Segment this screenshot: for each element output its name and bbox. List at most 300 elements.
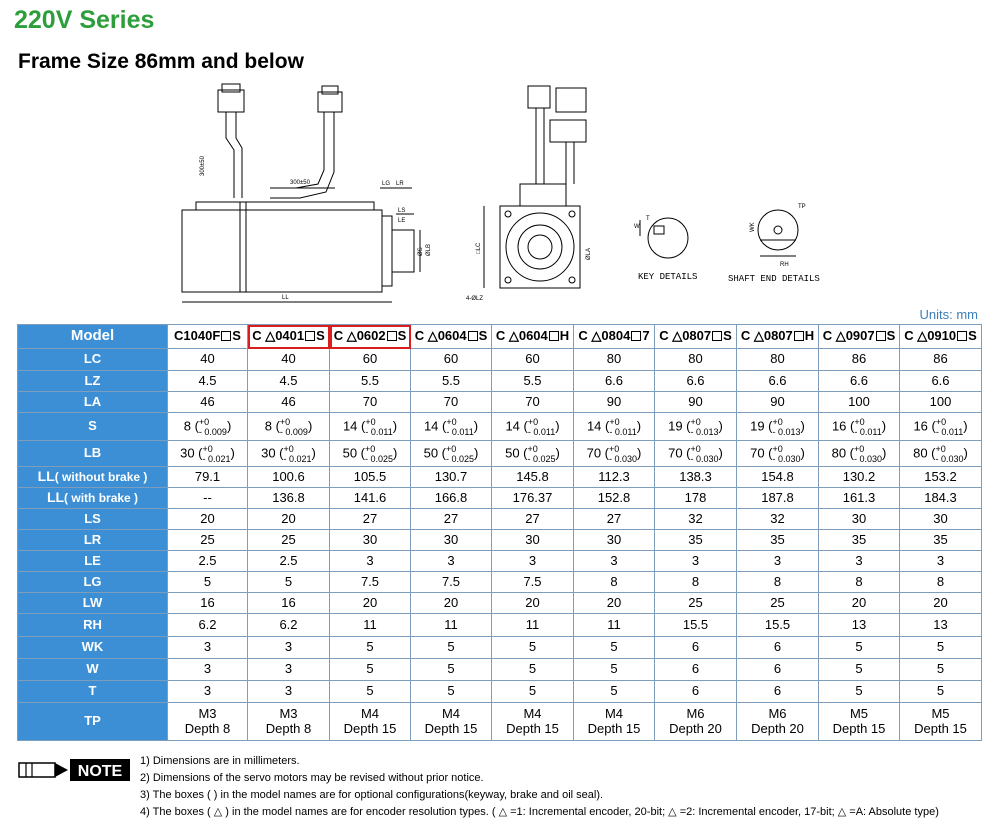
row-label: LG — [83, 573, 102, 589]
series-title: 220V Series — [14, 6, 155, 34]
table-cell: 14 ( +0 - 0.011 ) — [574, 413, 655, 441]
table-cell — [168, 681, 248, 703]
cell-value: 30 — [933, 510, 948, 526]
cell-value: 35 — [851, 531, 867, 547]
table-cell — [574, 637, 655, 659]
cell-value: 30 — [606, 531, 622, 547]
table-cell — [168, 530, 248, 551]
table-cell — [574, 349, 655, 371]
cable-length-label-2: 300±50 — [290, 180, 310, 186]
table-cell — [248, 392, 330, 413]
cell-value: 6.2 — [279, 616, 298, 632]
cell-value: 30 — [443, 531, 459, 547]
table-cell: 70 ( +0 - 0.030 ) — [574, 441, 655, 467]
cell-value: M6 — [686, 706, 705, 722]
row-header — [18, 703, 168, 741]
cell-value: 70 — [586, 444, 602, 460]
table-cell — [411, 572, 492, 593]
table-cell — [737, 551, 819, 572]
row-header — [18, 572, 168, 593]
cell-value: -- — [203, 489, 212, 505]
note-badge — [18, 757, 130, 783]
table-cell — [819, 509, 900, 530]
cell-value: 6 — [773, 683, 782, 699]
w-dim-label: W — [634, 224, 640, 230]
table-cell — [819, 572, 900, 593]
cell-value: 3 — [447, 552, 455, 568]
tap-depth: Depth 15 — [914, 720, 967, 736]
tolerance — [446, 444, 474, 464]
cell-value: 3 — [773, 552, 782, 568]
cell-value: 20 — [200, 510, 215, 526]
cell-value: 4.5 — [198, 372, 217, 388]
motor-drawings — [0, 80, 1000, 310]
tolerance — [446, 417, 473, 437]
row-sublabel: ( with brake ) — [64, 491, 139, 506]
table-cell: 14 ( +0 - 0.011 ) — [411, 413, 492, 441]
table-cell — [248, 488, 330, 509]
cell-value: 20 — [933, 594, 948, 610]
table-cell — [737, 637, 819, 659]
tolerance-lower: - 0.009 — [279, 426, 308, 437]
tolerance-lower: - 0.011 — [854, 426, 882, 437]
cell-value: 3 — [284, 661, 293, 677]
tap-depth: Depth 15 — [506, 720, 559, 736]
model-name-prefix: C △0401 — [252, 328, 305, 344]
tap-depth: Depth 15 — [424, 720, 478, 736]
table-cell — [330, 349, 411, 371]
cell-value: 30 — [851, 510, 867, 526]
tolerance-lower: - 0.011 — [365, 426, 393, 437]
table-cell — [492, 509, 574, 530]
cell-value: 130.2 — [842, 468, 876, 484]
cell-value: 8 — [773, 573, 782, 589]
tolerance — [936, 417, 963, 437]
row-header — [18, 614, 168, 637]
cell-value: M3 — [279, 706, 298, 722]
cell-value: 2.5 — [279, 552, 298, 568]
la-dim-label: ØLA — [586, 247, 592, 260]
lz-dim-label: 4-ØLZ — [466, 296, 484, 302]
cell-value: 27 — [443, 510, 459, 526]
tolerance — [691, 444, 719, 464]
table-cell — [492, 703, 574, 741]
row-header — [18, 488, 168, 509]
table-cell — [819, 614, 900, 637]
table-cell — [168, 392, 248, 413]
shaft-end-details-drawing — [758, 210, 798, 256]
table-cell — [411, 467, 492, 488]
cable-length-label-1: 300±50 — [200, 156, 206, 176]
tolerance — [936, 444, 964, 464]
cell-value: 30 — [180, 444, 195, 460]
cell-value: 8 — [610, 573, 618, 589]
cell-value: 3 — [203, 661, 212, 677]
cell-value: 40 — [281, 351, 296, 367]
table-cell — [574, 488, 655, 509]
shaft-end-details-label: SHAFT END DETAILS — [728, 274, 820, 284]
tap-depth: Depth 20 — [751, 720, 804, 736]
tolerance-upper: +0 — [202, 443, 213, 454]
model-column-header — [574, 325, 655, 349]
cell-value: 20 — [281, 510, 296, 526]
tolerance-upper: +0 — [446, 416, 457, 427]
cell-value: 20 — [525, 594, 540, 610]
table-cell — [737, 530, 819, 551]
table-cell — [737, 593, 819, 614]
table-cell — [248, 530, 330, 551]
cell-value: 25 — [200, 531, 215, 547]
table-cell — [492, 614, 574, 637]
row-label: S — [88, 418, 97, 434]
tolerance-upper: +0 — [772, 443, 783, 454]
tolerance — [199, 417, 227, 437]
cell-value: 3 — [203, 639, 212, 655]
tolerance — [854, 417, 881, 437]
table-cell: 30 ( +0 - 0.021 ) — [168, 441, 248, 467]
table-cell — [655, 572, 737, 593]
row-header — [18, 467, 168, 488]
table-cell — [330, 488, 411, 509]
table-cell — [330, 392, 411, 413]
cell-value: 5 — [203, 573, 212, 589]
row-label: W — [86, 661, 99, 677]
cell-value: 7.5 — [523, 573, 542, 589]
tolerance-upper: +0 — [690, 416, 701, 427]
table-cell: 14 ( +0 - 0.011 ) — [330, 413, 411, 441]
frame-size-heading: Frame Size 86mm and below — [18, 50, 304, 73]
tolerance-lower: - 0.030 — [772, 453, 801, 464]
cell-value: 50 — [505, 444, 520, 460]
cell-value: 30 — [362, 531, 378, 547]
cell-value: 90 — [606, 393, 622, 409]
cell-value: 152.8 — [597, 489, 631, 505]
model-name-suffix: S — [968, 328, 977, 344]
cell-value: M5 — [849, 706, 869, 722]
pencil-icon — [19, 763, 68, 777]
tolerance-upper: +0 — [854, 416, 865, 427]
table-cell — [248, 703, 330, 741]
table-row — [18, 413, 982, 441]
cell-value: 27 — [606, 510, 622, 526]
tolerance-lower: - 0.011 — [527, 426, 556, 437]
cell-value: 5 — [936, 661, 945, 677]
ll-dim-label: LL — [282, 295, 289, 301]
cell-value: 187.8 — [761, 489, 794, 505]
model-name-suffix: S — [316, 328, 325, 344]
cell-value: 50 — [423, 444, 439, 460]
table-cell — [411, 349, 492, 371]
cell-value: 178 — [684, 489, 707, 505]
table-cell — [819, 530, 900, 551]
table-cell — [655, 488, 737, 509]
option-box-icon — [305, 331, 315, 341]
row-header — [18, 659, 168, 681]
tolerance — [528, 417, 555, 437]
cell-value: 184.3 — [924, 489, 957, 505]
table-cell — [330, 681, 411, 703]
table-cell — [492, 488, 574, 509]
cell-value: 5 — [610, 683, 618, 699]
tolerance-upper: +0 — [690, 443, 701, 454]
row-header — [18, 413, 168, 441]
cell-value: 6 — [691, 683, 700, 699]
row-label: LC — [83, 351, 102, 367]
lb-dim-label: ØLB — [426, 243, 432, 256]
model-name-suffix: S — [478, 328, 488, 344]
table-cell: 80 ( +0 - 0.030 ) — [900, 441, 982, 467]
table-row — [18, 551, 982, 572]
table-cell — [737, 488, 819, 509]
table-cell — [168, 509, 248, 530]
table-cell: 14 ( +0 - 0.011 ) — [492, 413, 574, 441]
cell-value: 5.5 — [360, 372, 380, 388]
table-cell — [168, 703, 248, 741]
tolerance — [280, 417, 308, 437]
table-cell — [168, 467, 248, 488]
cell-value: 8 — [855, 573, 863, 589]
cell-value: 5 — [447, 639, 455, 655]
tolerance-upper: +0 — [935, 443, 946, 454]
model-name-prefix: C1040F — [174, 328, 221, 344]
table-cell — [737, 392, 819, 413]
cell-value: M4 — [360, 706, 380, 722]
model-column-header — [655, 325, 737, 349]
table-cell — [737, 467, 819, 488]
lc-dim-label: □LC — [476, 242, 482, 254]
cell-value: 11 — [444, 616, 458, 632]
table-cell — [655, 703, 737, 741]
cell-value: 3 — [528, 552, 537, 568]
table-cell — [330, 530, 411, 551]
table-cell: 8 ( +0 - 0.009 ) — [248, 413, 330, 441]
table-cell — [819, 659, 900, 681]
tolerance-lower: - 0.030 — [609, 453, 638, 464]
table-row — [18, 681, 982, 703]
model-name-suffix: H — [559, 328, 570, 344]
cell-value: 3 — [284, 639, 293, 655]
tolerance-lower: - 0.025 — [365, 453, 394, 464]
table-cell — [655, 551, 737, 572]
table-cell — [819, 681, 900, 703]
cell-value: 5 — [855, 639, 863, 655]
le-dim-label: LE — [398, 218, 406, 224]
cell-value: 25 — [770, 594, 785, 610]
cell-value: 153.2 — [924, 468, 957, 484]
table-cell: 30 ( +0 - 0.021 ) — [248, 441, 330, 467]
table-cell — [655, 593, 737, 614]
table-cell — [574, 530, 655, 551]
tolerance-upper: +0 — [609, 416, 620, 427]
tolerance-lower: - 0.013 — [772, 426, 801, 437]
option-box-icon — [221, 331, 231, 341]
table-cell — [168, 349, 248, 371]
tolerance-lower: - 0.011 — [446, 426, 474, 437]
cell-value: 145.8 — [516, 468, 549, 484]
table-cell — [819, 392, 900, 413]
table-cell: 16 ( +0 - 0.011 ) — [819, 413, 900, 441]
cell-value: 7.5 — [360, 573, 380, 589]
cell-value: 80 — [770, 351, 785, 367]
table-row — [18, 703, 982, 741]
table-cell — [411, 637, 492, 659]
row-label: WK — [81, 639, 104, 655]
tolerance — [365, 417, 392, 437]
cell-value: 100.6 — [272, 468, 305, 484]
table-cell — [900, 392, 982, 413]
row-sublabel: ( without brake ) — [54, 470, 148, 485]
tolerance-upper: +0 — [365, 443, 376, 454]
tolerance-upper: +0 — [198, 416, 210, 427]
row-label: LZ — [84, 372, 101, 388]
table-cell — [655, 614, 737, 637]
cell-value: 14 — [423, 417, 439, 433]
cell-value: 6.6 — [604, 372, 624, 388]
cell-value: 11 — [363, 616, 377, 632]
cell-value: 3 — [936, 552, 945, 568]
cell-value: 40 — [200, 351, 215, 367]
tolerance-lower: - 0.025 — [527, 453, 556, 464]
table-cell — [492, 392, 574, 413]
table-cell: 19 ( +0 - 0.013 ) — [655, 413, 737, 441]
cell-value: 19 — [750, 417, 765, 433]
table-cell — [737, 659, 819, 681]
model-name-suffix: S — [232, 328, 241, 344]
table-cell — [574, 572, 655, 593]
table-cell — [411, 530, 492, 551]
cell-value: 80 — [913, 444, 928, 460]
table-cell — [655, 467, 737, 488]
table-cell — [574, 467, 655, 488]
model-column-header — [900, 325, 982, 349]
cell-value: 13 — [851, 616, 867, 632]
cell-value: 4.5 — [279, 372, 298, 388]
cell-value: M4 — [441, 706, 461, 722]
cell-value: 3 — [610, 552, 618, 568]
table-cell — [411, 371, 492, 392]
table-cell: 50 ( +0 - 0.025 ) — [411, 441, 492, 467]
cell-value: 32 — [688, 510, 703, 526]
cell-value: 14 — [505, 417, 520, 433]
cell-value: 15.5 — [682, 616, 709, 632]
cell-value: 46 — [281, 393, 296, 409]
table-cell: 50 ( +0 - 0.025 ) — [492, 441, 574, 467]
table-cell — [900, 488, 982, 509]
tp-dim-label: TP — [798, 204, 806, 210]
cell-value: 136.8 — [272, 489, 305, 505]
row-header — [18, 593, 168, 614]
wk-dim-label: WK — [750, 222, 756, 232]
table-cell — [574, 614, 655, 637]
cell-value: 105.5 — [353, 468, 387, 484]
cell-value: 27 — [362, 510, 378, 526]
row-label: LS — [84, 510, 101, 526]
table-cell — [900, 551, 982, 572]
table-cell — [411, 593, 492, 614]
table-cell — [492, 637, 574, 659]
table-cell — [168, 593, 248, 614]
tolerance — [691, 417, 719, 437]
cell-value: 7.5 — [441, 573, 461, 589]
table-cell: 19 ( +0 - 0.013 ) — [737, 413, 819, 441]
table-cell — [900, 659, 982, 681]
cell-value: 90 — [688, 393, 703, 409]
table-cell — [248, 371, 330, 392]
row-header — [18, 551, 168, 572]
table-cell — [492, 593, 574, 614]
table-cell — [411, 614, 492, 637]
cell-value: 6 — [773, 661, 782, 677]
cell-value: 5 — [528, 683, 537, 699]
table-cell — [411, 703, 492, 741]
table-cell — [655, 530, 737, 551]
table-cell — [900, 572, 982, 593]
table-cell — [737, 703, 819, 741]
cell-value: 5.5 — [523, 372, 542, 388]
cell-value: 80 — [606, 351, 622, 367]
table-row — [18, 371, 982, 392]
cell-value: 6.6 — [849, 372, 869, 388]
tolerance-upper: +0 — [446, 443, 457, 454]
table-cell — [574, 371, 655, 392]
note-line: 1) Dimensions are in millimeters. — [140, 755, 300, 767]
cell-value: 35 — [933, 531, 948, 547]
tolerance-upper: +0 — [772, 416, 783, 427]
cell-value: 6 — [691, 639, 700, 655]
cell-value: 25 — [281, 531, 296, 547]
tolerance — [773, 444, 801, 464]
cell-value: 5 — [936, 639, 945, 655]
cell-value: 8 — [936, 573, 945, 589]
tolerance-upper: +0 — [365, 416, 376, 427]
table-row — [18, 441, 982, 467]
row-label: LL — [37, 468, 55, 485]
table-cell — [411, 509, 492, 530]
table-cell — [819, 488, 900, 509]
table-cell — [330, 593, 411, 614]
s-dim-label: ØS — [418, 247, 424, 256]
tap-depth: Depth 15 — [587, 720, 641, 736]
table-cell — [411, 551, 492, 572]
model-column-header — [248, 325, 330, 349]
table-row — [18, 392, 982, 413]
table-cell — [737, 509, 819, 530]
table-cell — [248, 572, 330, 593]
tap-depth: Depth 15 — [832, 720, 886, 736]
cell-value: 50 — [342, 444, 358, 460]
table-cell — [900, 614, 982, 637]
option-box-icon — [631, 331, 641, 341]
model-name-prefix: C △0804 — [578, 328, 631, 344]
table-cell — [574, 703, 655, 741]
tolerance — [609, 417, 636, 437]
model-name-prefix: C △0604 — [495, 328, 548, 344]
table-cell — [330, 551, 411, 572]
table-cell — [492, 371, 574, 392]
cell-value: 8 — [264, 417, 272, 433]
cell-value: 27 — [525, 510, 540, 526]
table-cell — [248, 637, 330, 659]
front-view-drawing — [484, 86, 586, 288]
table-row — [18, 593, 982, 614]
table-cell — [248, 593, 330, 614]
table-row — [18, 349, 982, 371]
tolerance — [773, 417, 801, 437]
row-header — [18, 681, 168, 703]
cell-value: 79.1 — [194, 468, 221, 484]
model-name-prefix: C △0910 — [904, 328, 957, 344]
cell-value: 5.5 — [441, 372, 461, 388]
